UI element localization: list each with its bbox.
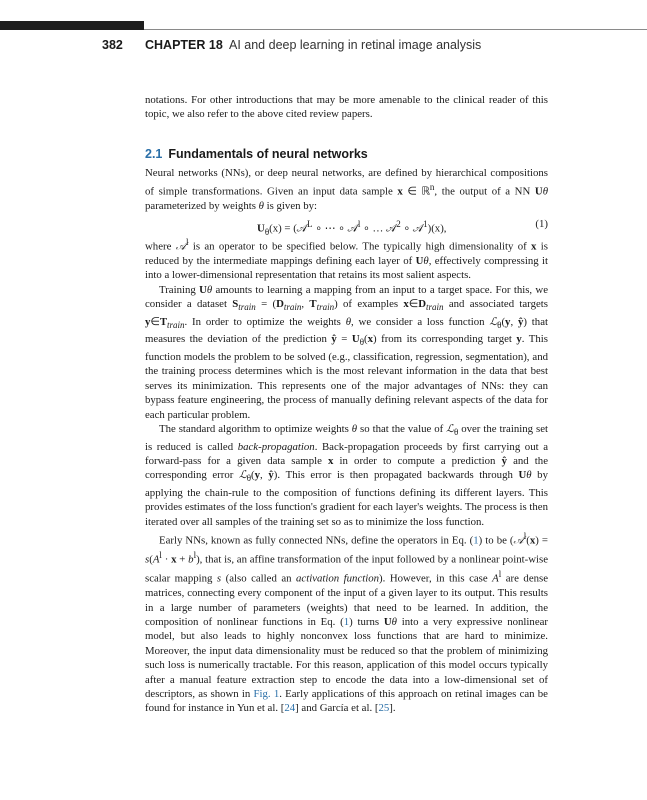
chapter-label: CHAPTER 18 [145, 38, 223, 52]
figure-ref-link[interactable]: Fig. 1 [253, 687, 280, 700]
section-number: 2.1 [145, 147, 163, 161]
section-heading [145, 145, 548, 163]
equation-ref-link[interactable]: 1 [473, 534, 479, 547]
header-bar [0, 21, 144, 30]
page-number: 382 [102, 38, 123, 52]
paragraph-2: where 𝒜$^l$ is an operator to be specified below. The typically high dimensionality of x is reduced by the intermediate mappings defining each layer of Uθ, effectively compressing it into a lower-dimensional representation that retains its most salient aspects. [145, 237, 549, 282]
citation-link-25[interactable]: 25 [378, 702, 390, 715]
equation-number: (1) [535, 218, 548, 230]
paragraph-3: Training Uθ amounts to learning a mapping from an input to a target space. For this, we consider a dataset $S_{train} = (D_{train}$, $T_{train}$) of examples $x\in D_{train}$ and associated targets $y\in T_{train}$. In order to optimize the weights θ, we consider a loss function ℒ$_\theta$(y, ŷ) that measures the deviation of the prediction ŷ = $U_\theta(x)$ from its corresponding target y. This function models the problem to be solved (e.g., classification, regression, segmentation), and the training process determines which is the most relevant information in the data that best serves its minimization. This represents one of the major advantages of NNs: they can bypass feature engineering, the process of manually defining relevant aspects of the data for each particular problem. [145, 283, 548, 421]
equation-body: $U_\theta(x)$ = (𝒜$^L$ ∘ ⋯ ∘ 𝒜$^l$ ∘ … 𝒜$^2$ ∘ 𝒜$^1$)(x), [257, 219, 447, 237]
header-rule [144, 29, 647, 30]
citation-link-24[interactable]: 24 [284, 702, 296, 715]
equation-1 [145, 216, 548, 237]
equation-ref-link[interactable]: 1 [343, 615, 350, 628]
main-body [145, 235, 548, 716]
chapter-title: AI and deep learning in retinal image analysis [229, 38, 482, 52]
section-title: Fundamentals of neural networks [168, 147, 368, 161]
intro-paragraph: notations. For other introductions that may be more amenable to the clinical reader of this topic, we also refer to the above cited review papers. [145, 94, 548, 121]
paragraph-4: The standard algorithm to optimize weights θ so that the value of ℒ$_\theta$ over the training set is reduced is called back-propagation. Back-propagation proceeds by first carrying out a forward-pass for a given data sample x in order to compute a prediction ŷ and the corresponding error ℒ$_\theta$(y, ŷ). This error is then propagated backwards through Uθ by applying the chain-rule to the composition of functions defining its different layers. This provides estimates of the loss function's gradient for each layer's weights. The process is then iterated over all samples of the training set so as to minimize the loss function. [145, 422, 548, 528]
para1-block [145, 166, 548, 214]
running-head [0, 36, 647, 54]
paragraph-5: Early NNs, known as fully connected NNs, define the operators in Eq. (1) to be (𝒜$^l$(x) = $s(A^l \cdot x + b^l)$, that is, an affine transformation of the input followed by a nonlinear point-wise scalar mapping s (also called an activation function). However, in this case $A^l$ are dense matrices, connecting every component of the input of a given layer to its output. This results in a large number of parameters (weights) that need to be learned. In addition, the composition of nonlinear functions in Eq. (1) turns Uθ into a very expressive nonlinear model, but also leads to highly nonconvex loss functions that are hard to minimize. Moreover, the input data dimensionality must be reduced so that the problem of minimizing such loss is numerically tractable. For this reason, application of this model occurs typically after a manual feature extraction step to encode the data into a low-dimensional set of descriptors, as shown in Fig. 1. Early applications of this approach on retinal images can be found for instance in Yun et al. [24] and García et al. [25]. [145, 531, 549, 715]
paragraph-1: Neural networks (NNs), or deep neural networks, are defined by hierarchical compositions of simple transformations. Given an input data sample x ∈ ℝ$^n$, the output of a NN Uθ parameterized by weights θ is given by: [145, 167, 548, 213]
intro-block [145, 93, 548, 122]
